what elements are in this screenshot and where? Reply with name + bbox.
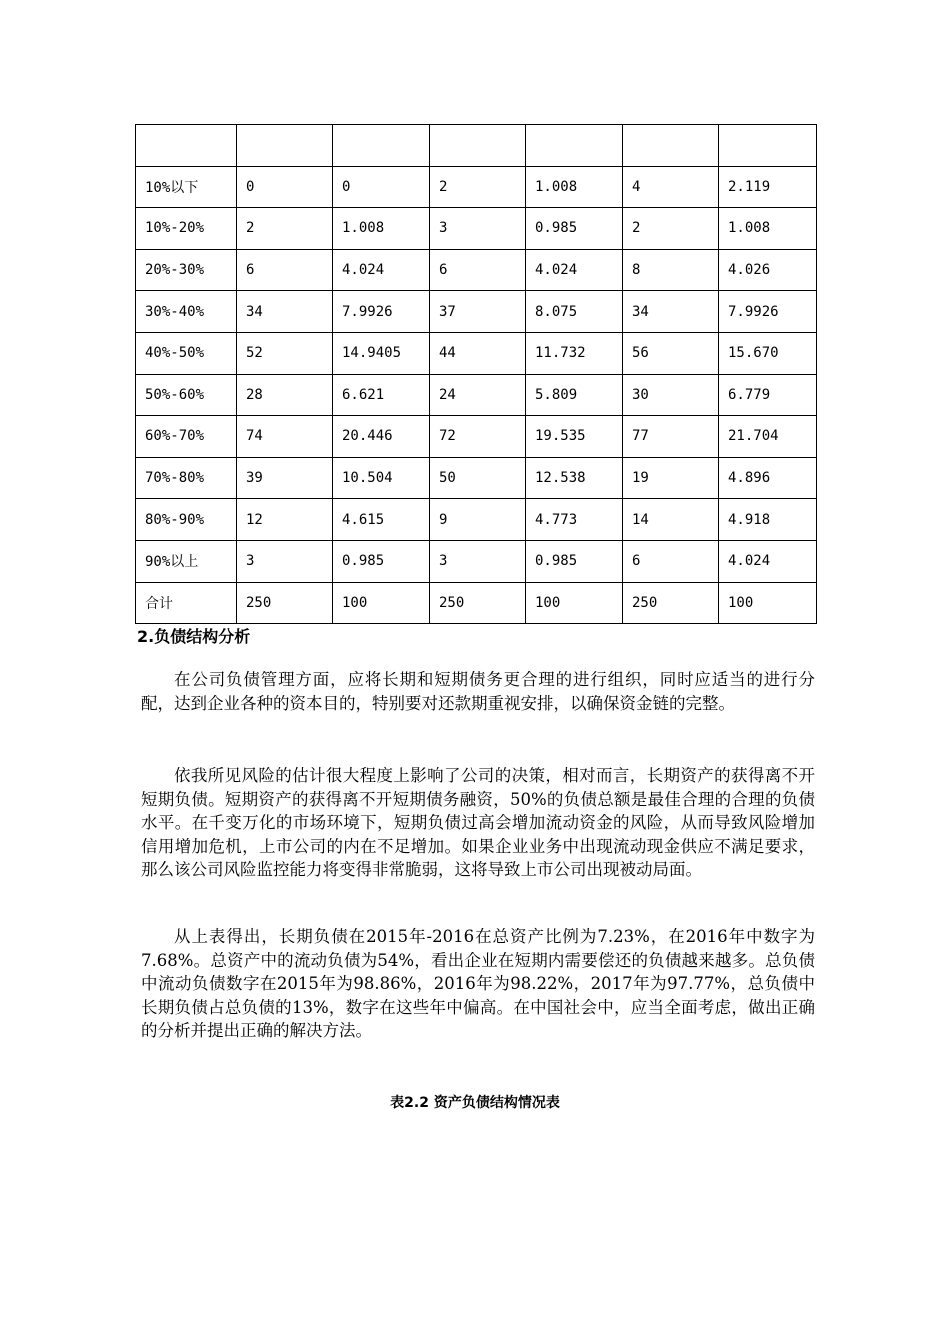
table-cell: 4.896 (719, 457, 817, 499)
table-row (136, 374, 817, 416)
table-cell: 250 (237, 582, 333, 624)
table-cell: 74 (237, 416, 333, 458)
table-cell: 3 (430, 208, 526, 250)
table-cell: 12.538 (526, 457, 623, 499)
paragraph: 从上表得出，长期负债在2015年-2016在总资产比例为7.23%，在2016年中数字为7.68%。总资产中的流动负债为54%，看出企业在短期内需要偿还的负债越来越多。总负债中流动负债数字在2015年为98.86%，2016年为98.22%，2017年为97.77%，总负债中长期负债占总负债的13%，数字在这些年中偏高。在中国社会中，应当全面考虑，做出正确的分析并提出正确的解决方法。 (141, 927, 815, 1040)
table-cell: 8.075 (526, 291, 623, 333)
table-cell: 90%以上 (136, 540, 237, 582)
table-cell: 19.535 (526, 416, 623, 458)
table-cell (719, 125, 817, 167)
paragraph: 在公司负债管理方面，应将长期和短期债务更合理的进行组织，同时应适当的进行分配，达到企业各种的资本目的，特别要对还款期重视安排，以确保资金链的完整。 (141, 670, 815, 713)
table-cell: 7.9926 (719, 291, 817, 333)
table-cell: 0.985 (333, 540, 430, 582)
table-cell: 50%-60% (136, 374, 237, 416)
table-cell: 30%-40% (136, 291, 237, 333)
table-row (136, 499, 817, 541)
table-cell: 100 (526, 582, 623, 624)
table-cell (430, 125, 526, 167)
table-cell: 11.732 (526, 332, 623, 374)
section-heading: 2.负债结构分析 (137, 627, 251, 646)
table-cell: 3 (430, 540, 526, 582)
table-cell: 6.779 (719, 374, 817, 416)
table-cell: 5.809 (526, 374, 623, 416)
table-cell: 50 (430, 457, 526, 499)
table-cell: 250 (430, 582, 526, 624)
table-cell: 4.024 (719, 540, 817, 582)
table-cell: 4.024 (526, 249, 623, 291)
table-cell: 0.985 (526, 540, 623, 582)
table-cell: 60%-70% (136, 416, 237, 458)
table-cell: 21.704 (719, 416, 817, 458)
table-cell: 44 (430, 332, 526, 374)
table-cell: 14 (623, 499, 719, 541)
table-cell (136, 125, 237, 167)
table-cell (526, 125, 623, 167)
table-cell: 6 (623, 540, 719, 582)
table-cell (237, 125, 333, 167)
table-cell: 8 (623, 249, 719, 291)
table-cell: 4.918 (719, 499, 817, 541)
table-cell: 6 (237, 249, 333, 291)
table-cell: 20.446 (333, 416, 430, 458)
table-cell: 10.504 (333, 457, 430, 499)
table-caption: 表2.2 资产负债结构情况表 (390, 1095, 560, 1111)
table-row (136, 457, 817, 499)
table-cell: 4 (623, 166, 719, 208)
table-body (136, 125, 817, 624)
table-cell: 0.985 (526, 208, 623, 250)
table-cell: 15.670 (719, 332, 817, 374)
ratio-distribution-table (135, 124, 817, 624)
table-cell: 34 (237, 291, 333, 333)
table-cell: 10%-20% (136, 208, 237, 250)
table-row (136, 166, 817, 208)
table-row (136, 582, 817, 624)
table-cell: 6 (430, 249, 526, 291)
table-cell: 10%以下 (136, 166, 237, 208)
table-row (136, 208, 817, 250)
table-cell: 0 (237, 166, 333, 208)
table-cell: 6.621 (333, 374, 430, 416)
table-cell: 0 (333, 166, 430, 208)
table-row (136, 332, 817, 374)
table-cell (333, 125, 430, 167)
table-cell: 2.119 (719, 166, 817, 208)
table-cell: 4.026 (719, 249, 817, 291)
table-cell: 7.9926 (333, 291, 430, 333)
table-cell: 20%-30% (136, 249, 237, 291)
table-cell: 4.773 (526, 499, 623, 541)
table-cell: 1.008 (333, 208, 430, 250)
table-cell: 37 (430, 291, 526, 333)
table-cell: 70%-80% (136, 457, 237, 499)
table-cell: 2 (430, 166, 526, 208)
table-cell: 100 (333, 582, 430, 624)
table-row (136, 540, 817, 582)
table-cell: 1.008 (526, 166, 623, 208)
table-row (136, 291, 817, 333)
table-cell: 40%-50% (136, 332, 237, 374)
table-cell: 19 (623, 457, 719, 499)
table-cell: 72 (430, 416, 526, 458)
table-cell: 4.615 (333, 499, 430, 541)
table-row (136, 249, 817, 291)
table-cell: 34 (623, 291, 719, 333)
table-cell: 100 (719, 582, 817, 624)
paragraph: 依我所见风险的估计很大程度上影响了公司的决策，相对而言，长期资产的获得离不开短期负债。短期资产的获得离不开短期债务融资，50%的负债总额是最佳合理的合理的负债水平。在千变万化的市场环境下，短期负债过高会增加流动资金的风险，从而导致风险增加信用增加危机，上市公司的内在不足增加。如果企业业务中出现流动现金供应不满足要求，那么该公司风险监控能力将变得非常脆弱，这将导致上市公司出现被动局面。 (141, 766, 815, 879)
table-cell: 9 (430, 499, 526, 541)
table-row (136, 416, 817, 458)
table-cell: 52 (237, 332, 333, 374)
table-cell: 14.9405 (333, 332, 430, 374)
table-cell: 4.024 (333, 249, 430, 291)
table-cell: 3 (237, 540, 333, 582)
table-cell: 合计 (136, 582, 237, 624)
table-cell: 39 (237, 457, 333, 499)
table-cell: 250 (623, 582, 719, 624)
table-cell (623, 125, 719, 167)
table-cell: 12 (237, 499, 333, 541)
table-cell: 30 (623, 374, 719, 416)
table-cell: 24 (430, 374, 526, 416)
table-cell: 56 (623, 332, 719, 374)
table-cell: 80%-90% (136, 499, 237, 541)
table-cell: 28 (237, 374, 333, 416)
table-cell: 2 (237, 208, 333, 250)
table-cell: 1.008 (719, 208, 817, 250)
table-cell: 77 (623, 416, 719, 458)
table-row (136, 125, 817, 167)
table-cell: 2 (623, 208, 719, 250)
